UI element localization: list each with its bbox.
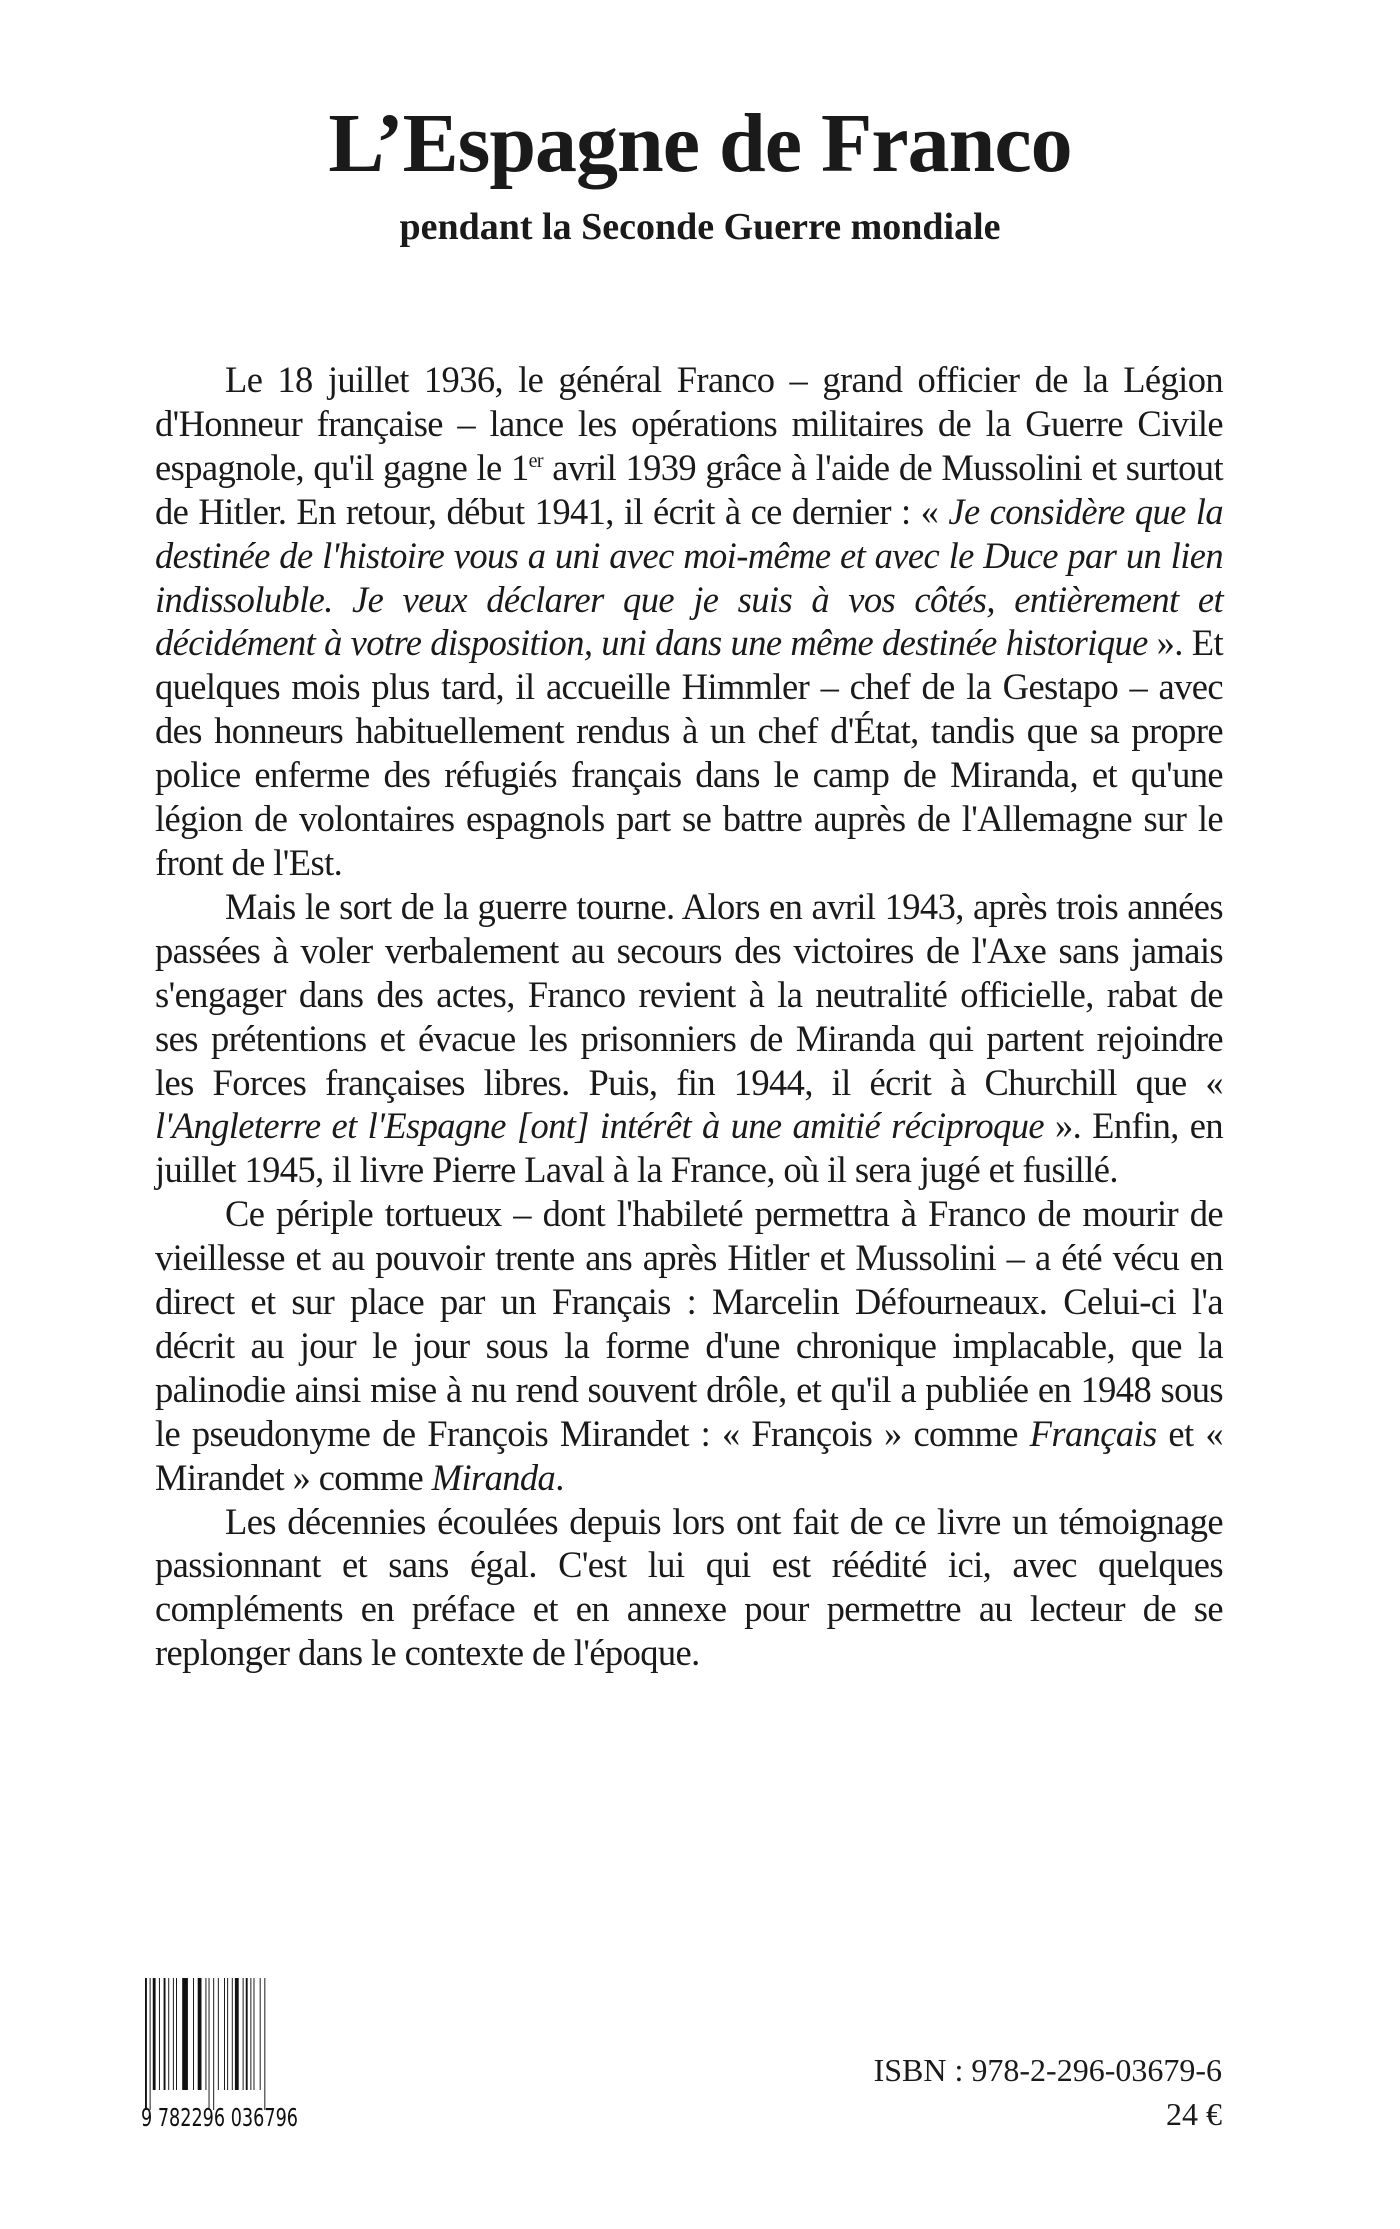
barcode-bar [264,1978,265,2110]
italic-quote: Français [1029,1412,1157,1454]
barcode-bar [182,1978,188,2090]
paragraph [155,885,1223,1192]
barcode-bar [235,1978,239,2090]
barcode-bar [145,1978,147,2110]
barcode-bar [260,1978,261,2090]
barcode-bar [153,1978,156,2090]
book-subtitle: pendant la Seconde Guerre mondiale [399,206,1001,248]
barcode-bar [173,1978,174,2090]
barcode-bar [213,1978,214,2110]
barcode-bar [224,1978,225,2090]
barcode-bar [164,1978,166,2090]
barcode-bar [227,1978,228,2090]
barcode-bar [209,1978,210,2110]
barcode-bar [246,1978,248,2090]
barcode-bar [250,1978,251,2090]
barcode-bar [150,1978,151,2110]
isbn: ISBN : 978-2-296-03679-6 [873,2052,1222,2088]
text-run: avril 1939 grâce à l'aide de Mussolini et surtout de Hitler. En retour, début 1941, il écrit à ce dernier : « [155,446,1223,532]
barcode-digits: 9 782296 036796 [141,2103,298,2132]
barcode-bar [176,1978,177,2090]
barcode-bar [254,1978,255,2090]
barcode-bar [193,1978,194,2090]
barcode-bar [218,1978,219,2090]
italic-quote: Je considère que la destinée de l'histoire vous a uni avec moi-même et avec le Duce par un lien indissoluble. Je veux déclarer que je suis à vos côtés, entièrement et décidément à votre disposition, uni dans une même destinée historique [155,490,1223,664]
barcode-bar [232,1978,233,2090]
paragraph [155,358,1223,885]
paragraph [155,1192,1223,1499]
text-run: ». Enfin, en juillet 1945, il livre Pierre Laval à la France, où il sera jugé et fusillé. [155,1105,1223,1191]
barcode-bar [159,1978,160,2090]
text-run: ». Et quelques mois plus tard, il accueille Himmler – chef de la Gestapo – avec des honneurs habituellement rendus à un chef d'État, tandis que sa propre police enferme des réfugiés français dans le camp de Miranda, et qu'une légion de volontaires espagnols part se battre auprès de l'Allemagne sur le front de l'Est. [155,622,1223,883]
paragraph [155,1500,1223,1676]
text-run: Ce périple tortueux – dont l'habileté permettra à Franco de mourir de vieillesse et au pouvoir trente ans après Hitler et Mussolini – a été vécu en direct et sur place par un Français : Marcelin Défourneaux. Celui-ci l'a décrit au jour le jour sous la forme d'une chronique implacable, que la palinodie ainsi mise à nu rend souvent drôle, et qu'il a publiée en 1948 sous le pseudonyme de François Mirandet : « François » comme [155,1193,1223,1454]
italic-quote: l'Angleterre et l'Espagne [ont] intérêt à une amitié réciproque [155,1105,1044,1147]
price: 24 € [1166,2096,1222,2132]
barcode [141,1978,298,2132]
text-run: Les décennies écoulées depuis lors ont fait de ce livre un témoignage passionnant et sans égal. C'est lui qui est réédité ici, avec quelques compléments en préface et en annexe pour permettre au lecteur de se replonger dans le contexte de l'époque. [155,1500,1223,1674]
barcode-bar [168,1978,169,2090]
italic-quote: Miranda [431,1456,556,1498]
text-run: Mais le sort de la guerre tourne. Alors en avril 1943, après trois années passées à voler verbalement au secours des victoires de l'Axe sans jamais s'engager dans des actes, Franco revient à la neutralité officielle, rabat de ses prétentions et évacue les prisonniers de Miranda qui partent rejoindre les Forces françaises libres. Puis, fin 1944, il écrit à Churchill que « [155,885,1223,1103]
text-run: er [528,449,543,472]
barcode-bar [205,1978,206,2090]
barcode-bar [243,1978,244,2090]
text-run: Le 18 juillet 1936, le général Franco – grand officier de la Légion d'Honneur française – lance les opérations militaires de la Guerre Civile espagnole, qu'il gagne le 1 [155,359,1223,488]
barcode-bar [198,1978,202,2090]
text-run: . [555,1456,564,1498]
text-run: et « Mirandet » comme [155,1412,1223,1498]
back-cover-blurb [155,358,1223,1675]
book-title: L’Espagne de Franco [328,97,1072,190]
